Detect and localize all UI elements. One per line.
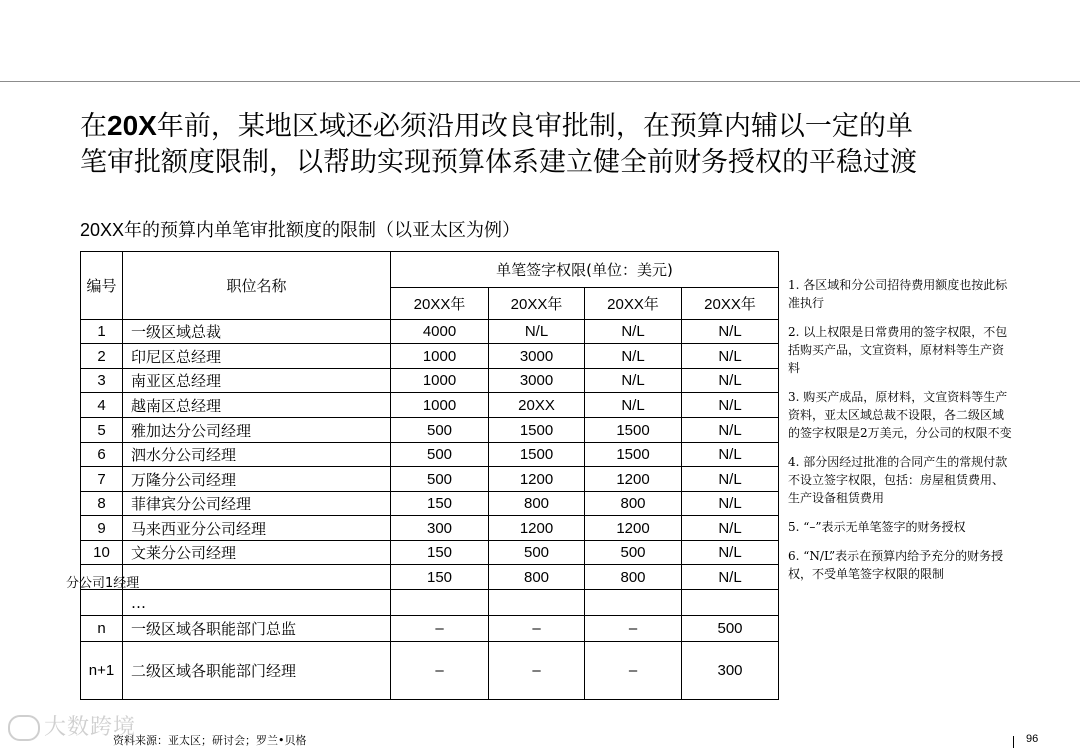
cell-limit: 800	[585, 565, 682, 590]
cell-limit: 150	[391, 541, 489, 565]
header-year: 20XX年	[585, 288, 682, 320]
headline-bold: 20X	[107, 110, 157, 141]
cell-position: 泗水分公司经理	[123, 443, 391, 467]
cell-limit: 500	[391, 418, 489, 443]
cell-position: 一级区域总裁	[123, 320, 391, 344]
cell-position: 马来西亚分公司经理	[123, 516, 391, 541]
cell-limit: 300	[391, 516, 489, 541]
cell-limit	[585, 590, 682, 616]
note-item: 3. 购买产成品，原材料，文宣资料等生产资料，亚太区域总裁不设限，各二级区域的签字权限是2万美元，分公司的权限不变	[788, 390, 1012, 440]
note-item: 1. 各区域和分公司招待费用额度也按此标准执行	[788, 278, 1008, 310]
table-row	[81, 320, 779, 344]
table-row	[81, 565, 779, 590]
cell-limit: N/L	[682, 467, 779, 492]
table-row	[81, 344, 779, 369]
cell-limit: –	[489, 642, 585, 700]
cell-limit: 500	[391, 467, 489, 492]
cell-limit: –	[585, 642, 682, 700]
table-row	[81, 467, 779, 492]
cell-no: 4	[81, 393, 123, 418]
cell-limit: 150	[391, 565, 489, 590]
cell-limit	[391, 590, 489, 616]
cell-limit: 800	[489, 492, 585, 516]
page-separator	[1013, 736, 1014, 748]
source-footnote: 资料来源：亚太区；研讨会；罗兰•贝格	[113, 734, 307, 747]
cell-limit: N/L	[682, 541, 779, 565]
cell-no: n	[81, 616, 123, 642]
header-year: 20XX年	[391, 288, 489, 320]
cell-limit: 500	[682, 616, 779, 642]
header-limit-group: 单笔签字权限(单位：美元)	[391, 252, 779, 288]
cell-limit: N/L	[682, 344, 779, 369]
cell-no: 3	[81, 369, 123, 393]
cell-limit	[489, 590, 585, 616]
cell-limit: 500	[585, 541, 682, 565]
headline-line2: 笔审批额度限制，以帮助实现预算体系建立健全前财务授权的平稳过渡	[80, 147, 917, 178]
header-year: 20XX年	[489, 288, 585, 320]
table-row	[81, 541, 779, 565]
cell-limit: N/L	[585, 393, 682, 418]
cell-limit: N/L	[585, 369, 682, 393]
cell-limit: 1500	[489, 443, 585, 467]
watermark-logo-icon	[8, 715, 40, 741]
cell-no	[81, 590, 123, 616]
cell-limit: 500	[391, 443, 489, 467]
cell-limit: N/L	[682, 516, 779, 541]
cell-limit: –	[391, 642, 489, 700]
table-row	[81, 492, 779, 516]
cell-position: 越南区总经理	[123, 393, 391, 418]
table-row	[81, 443, 779, 467]
cell-limit: 150	[391, 492, 489, 516]
cell-limit: N/L	[682, 443, 779, 467]
cell-no: n+1	[81, 642, 123, 700]
cell-limit: N/L	[682, 393, 779, 418]
top-divider	[0, 81, 1080, 82]
cell-limit: 1000	[391, 369, 489, 393]
note-item: 4. 部分因经过批准的合同产生的常规付款不设立签字权限，包括：房屋租赁费用、生产设备租赁费用	[788, 455, 1008, 505]
note-item: 5. “–”表示无单笔签字的财务授权	[788, 520, 966, 534]
table-row	[81, 393, 779, 418]
cell-position: 雅加达分公司经理	[123, 418, 391, 443]
cell-limit: 800	[489, 565, 585, 590]
cell-no: 9	[81, 516, 123, 541]
cell-no: 8	[81, 492, 123, 516]
cell-limit: N/L	[682, 418, 779, 443]
cell-no: 1	[81, 320, 123, 344]
cell-position: 印尼区总经理	[123, 344, 391, 369]
header-position: 职位名称	[123, 252, 391, 320]
cell-limit: N/L	[585, 344, 682, 369]
cell-position: 菲律宾分公司经理	[123, 492, 391, 516]
note-item: 2. 以上权限是日常费用的签字权限，不包括购买产品，文宣资料，原材料等生产资料	[788, 325, 1008, 375]
cell-limit: –	[489, 616, 585, 642]
cell-no: 2	[81, 344, 123, 369]
header-no: 编号	[81, 252, 123, 320]
cell-position: 南亚区总经理	[123, 369, 391, 393]
table-row	[81, 418, 779, 443]
header-year: 20XX年	[682, 288, 779, 320]
cell-limit: 300	[682, 642, 779, 700]
cell-no: 5	[81, 418, 123, 443]
watermark: 大数跨境	[8, 710, 136, 741]
page-headline	[80, 108, 1010, 181]
cell-position: …	[123, 590, 391, 616]
cell-limit: N/L	[682, 320, 779, 344]
cell-limit: 1500	[585, 443, 682, 467]
cell-limit: 1200	[489, 467, 585, 492]
table-row	[81, 369, 779, 393]
cell-limit: 1200	[585, 516, 682, 541]
table-row	[81, 616, 779, 642]
cell-limit: 4000	[391, 320, 489, 344]
cell-limit: 20XX	[489, 393, 585, 418]
cell-no: 7	[81, 467, 123, 492]
cell-limit: N/L	[682, 492, 779, 516]
authorization-table	[80, 251, 779, 700]
table-row	[81, 590, 779, 616]
cell-limit	[682, 590, 779, 616]
notes-panel	[788, 276, 1013, 594]
cell-limit: 1000	[391, 344, 489, 369]
cell-limit: N/L	[682, 565, 779, 590]
cell-no: 10	[81, 541, 123, 565]
cell-limit: –	[391, 616, 489, 642]
table-row	[81, 516, 779, 541]
cell-position: 文莱分公司经理	[123, 541, 391, 565]
page-number: 96	[1026, 733, 1039, 745]
cell-position	[123, 565, 391, 590]
cell-limit: 1500	[489, 418, 585, 443]
cell-position: 万隆分公司经理	[123, 467, 391, 492]
cell-limit: 3000	[489, 344, 585, 369]
cell-position: 一级区域各职能部门总监	[123, 616, 391, 642]
cell-limit: 1200	[585, 467, 682, 492]
cell-limit: 3000	[489, 369, 585, 393]
cell-limit: 800	[585, 492, 682, 516]
table-row	[81, 642, 779, 700]
cell-limit: 1000	[391, 393, 489, 418]
overlay-label: 分公司1经理	[66, 576, 140, 591]
cell-limit: 1200	[489, 516, 585, 541]
cell-no: 6	[81, 443, 123, 467]
cell-limit: N/L	[489, 320, 585, 344]
headline-pre: 在	[80, 111, 107, 142]
note-item: 6. “N/L”表示在预算内给予充分的财务授权，不受单笔签字权限的限制	[788, 549, 1004, 581]
cell-limit: –	[585, 616, 682, 642]
cell-limit: N/L	[585, 320, 682, 344]
headline-post: 年前，某地区域还必须沿用改良审批制，在预算内辅以一定的单	[156, 111, 913, 142]
table-subtitle: 20XX年的预算内单笔审批额度的限制（以亚太区为例）	[80, 220, 521, 241]
cell-limit: 500	[489, 541, 585, 565]
cell-limit: N/L	[682, 369, 779, 393]
cell-position: 二级区域各职能部门经理	[123, 642, 391, 700]
cell-limit: 1500	[585, 418, 682, 443]
